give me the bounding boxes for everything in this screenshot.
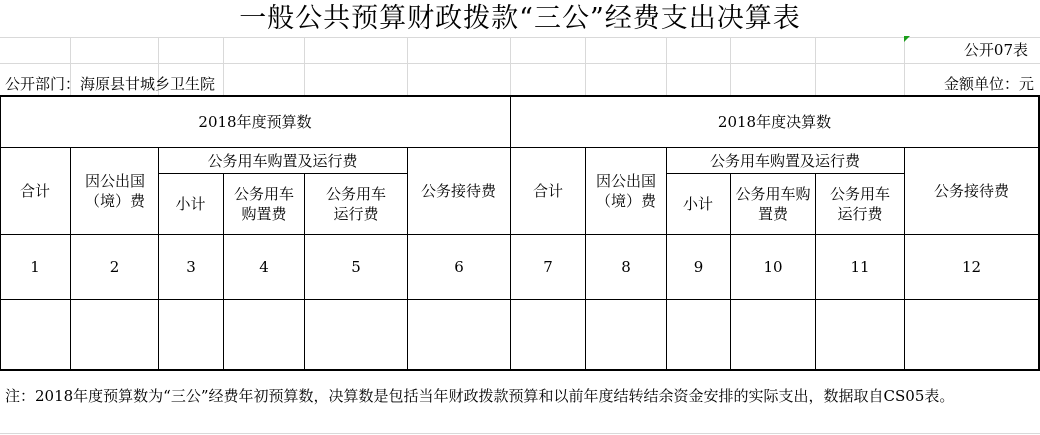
- budget-header: 2018年度预算数: [198, 113, 312, 131]
- col-operation-final: 公务用车运行费: [829, 185, 890, 223]
- col-reception-budget: 公务接待费: [420, 182, 496, 200]
- col-purchase-final: 公务用车购置费: [735, 185, 811, 223]
- col-number: 11: [850, 258, 870, 276]
- col-number: 12: [961, 258, 982, 276]
- col-abroad-final: 因公出国（境）费: [595, 172, 656, 210]
- page-title: 一般公共预算财政拨款“三公”经费支出决算表: [239, 3, 801, 34]
- col-vehicle-group-budget: 公务用车购置及运行费: [207, 151, 358, 170]
- data-cell: [586, 300, 666, 369]
- data-cell: [224, 300, 304, 369]
- col-reception-final: 公务接待费: [933, 182, 1009, 200]
- col-operation-budget: 公务用车运行费: [325, 185, 386, 223]
- data-cell: [305, 300, 407, 369]
- col-number: 6: [454, 258, 464, 276]
- col-number: 5: [351, 258, 361, 276]
- unit-label: 金额单位：元: [943, 75, 1034, 93]
- col-number: 3: [186, 258, 196, 276]
- col-number: 8: [621, 258, 631, 276]
- data-cell: [816, 300, 904, 369]
- col-number: 9: [693, 258, 704, 276]
- department-label: 公开部门：海原县甘城乡卫生院: [5, 75, 216, 93]
- data-cell: [159, 300, 223, 369]
- col-abroad-budget: 因公出国（境）费: [84, 172, 145, 210]
- footnote: 注：2018年度预算数为“三公”经费年初预算数，决算数是包括当年财政拨款预算和以前年度结转结余资金安排的实际支出，数据取自CS05表。: [5, 387, 955, 405]
- col-purchase-budget: 公务用车购置费: [233, 185, 294, 223]
- data-cell: [71, 300, 158, 369]
- data-cell: [905, 300, 1038, 369]
- col-number: 7: [543, 258, 553, 276]
- data-cell: [408, 300, 510, 369]
- col-total-budget: 合计: [19, 182, 50, 200]
- col-number: 2: [109, 258, 120, 276]
- final-header: 2018年度决算数: [717, 113, 832, 131]
- form-number: 公开07表: [963, 41, 1028, 59]
- col-number: 4: [259, 258, 269, 276]
- col-subtotal-final: 小计: [682, 195, 713, 213]
- col-number: 1: [30, 258, 40, 276]
- col-total-final: 合计: [532, 182, 563, 200]
- data-cell: [0, 300, 70, 369]
- col-number: 10: [763, 258, 783, 276]
- data-cell: [731, 300, 815, 369]
- data-cell: [667, 300, 730, 369]
- data-cell: [511, 300, 585, 369]
- col-subtotal-budget: 小计: [175, 195, 206, 213]
- col-vehicle-group-final: 公务用车购置及运行费: [709, 151, 860, 170]
